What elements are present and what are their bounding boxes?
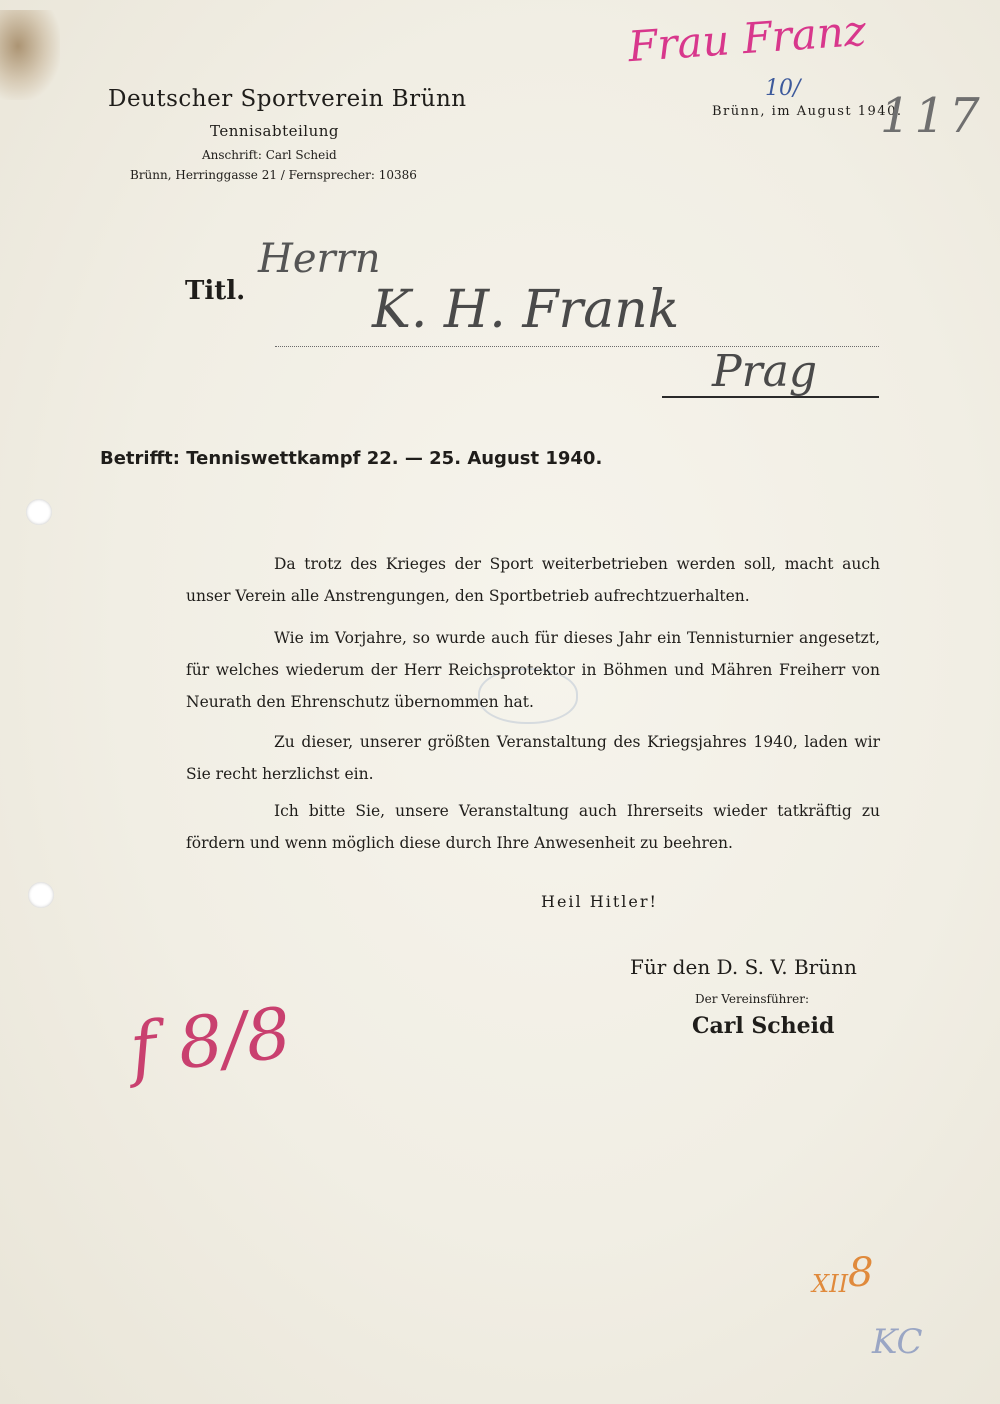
- handwritten-bottom-code: 8: [848, 1250, 874, 1296]
- handwritten-page-number: 117: [880, 88, 984, 144]
- handwritten-salutation: Herrn: [258, 236, 381, 282]
- body-paragraph-4: [186, 795, 880, 859]
- signature-org: Für den D. S. V. Brünn: [630, 955, 857, 979]
- body-paragraph-1-text: Da trotz des Krieges der Sport weiterbetrieben werden soll, macht auch unser Verein alle Anstrengungen, den Sportbetrieb aufrechtzuerhalten.: [186, 555, 880, 605]
- punch-hole-top: [26, 499, 52, 525]
- letterhead-org-name: Deutscher Sportverein Brünn: [108, 86, 467, 112]
- body-paragraph-2-text: Wie im Vorjahre, so wurde auch für dieses Jahr ein Tennisturnier angesetzt, für welches wiederum der Herr Reichsprotektor in Böhmen und Mähren Freiherr von Neurath den Ehrenschutz übernommen hat.: [186, 629, 880, 711]
- closing-greeting: Heil Hitler!: [541, 892, 658, 911]
- rust-stain: [0, 10, 60, 100]
- body-paragraph-3-text: Zu dieser, unserer größten Veranstaltung des Kriegsjahres 1940, laden wir Sie recht herzlichst ein.: [186, 733, 880, 783]
- letterhead-address-line2: Brünn, Herringgasse 21 / Fernsprecher: 10386: [130, 168, 417, 182]
- signature-title: Der Vereinsführer:: [695, 992, 810, 1006]
- handwritten-date-insert: 10/: [765, 76, 801, 101]
- letterhead-address-line1: Anschrift: Carl Scheid: [202, 148, 337, 162]
- handwritten-recipient-city: Prag: [712, 346, 818, 397]
- body-paragraph-2: [186, 622, 880, 718]
- subject-line: Betrifft: Tenniswettkampf 22. — 25. August 1940.: [100, 448, 603, 469]
- body-paragraph-3: [186, 726, 880, 790]
- handwritten-bottom-roman: XII: [812, 1270, 849, 1298]
- place-date-line: Brünn, im August 1940.: [712, 104, 903, 119]
- handwritten-top-name: Frau Franz: [626, 5, 868, 72]
- handwritten-recipient-name: K. H. Frank: [372, 280, 680, 340]
- handwritten-margin-note: f 8/8: [126, 991, 295, 1091]
- address-solid-line: [662, 396, 879, 398]
- handwritten-bottom-initials: KC: [872, 1322, 923, 1362]
- punch-hole-bottom: [28, 882, 54, 908]
- body-paragraph-4-text: Ich bitte Sie, unsere Veranstaltung auch Ihrerseits wieder tatkräftig zu fördern und wenn möglich diese durch Ihre Anwesenheit zu beehren.: [186, 802, 880, 852]
- recipient-prefix: Titl.: [185, 276, 246, 306]
- body-paragraph-1: [186, 548, 880, 612]
- signature-name: Carl Scheid: [692, 1013, 835, 1039]
- letterhead-department: Tennisabteilung: [210, 122, 340, 140]
